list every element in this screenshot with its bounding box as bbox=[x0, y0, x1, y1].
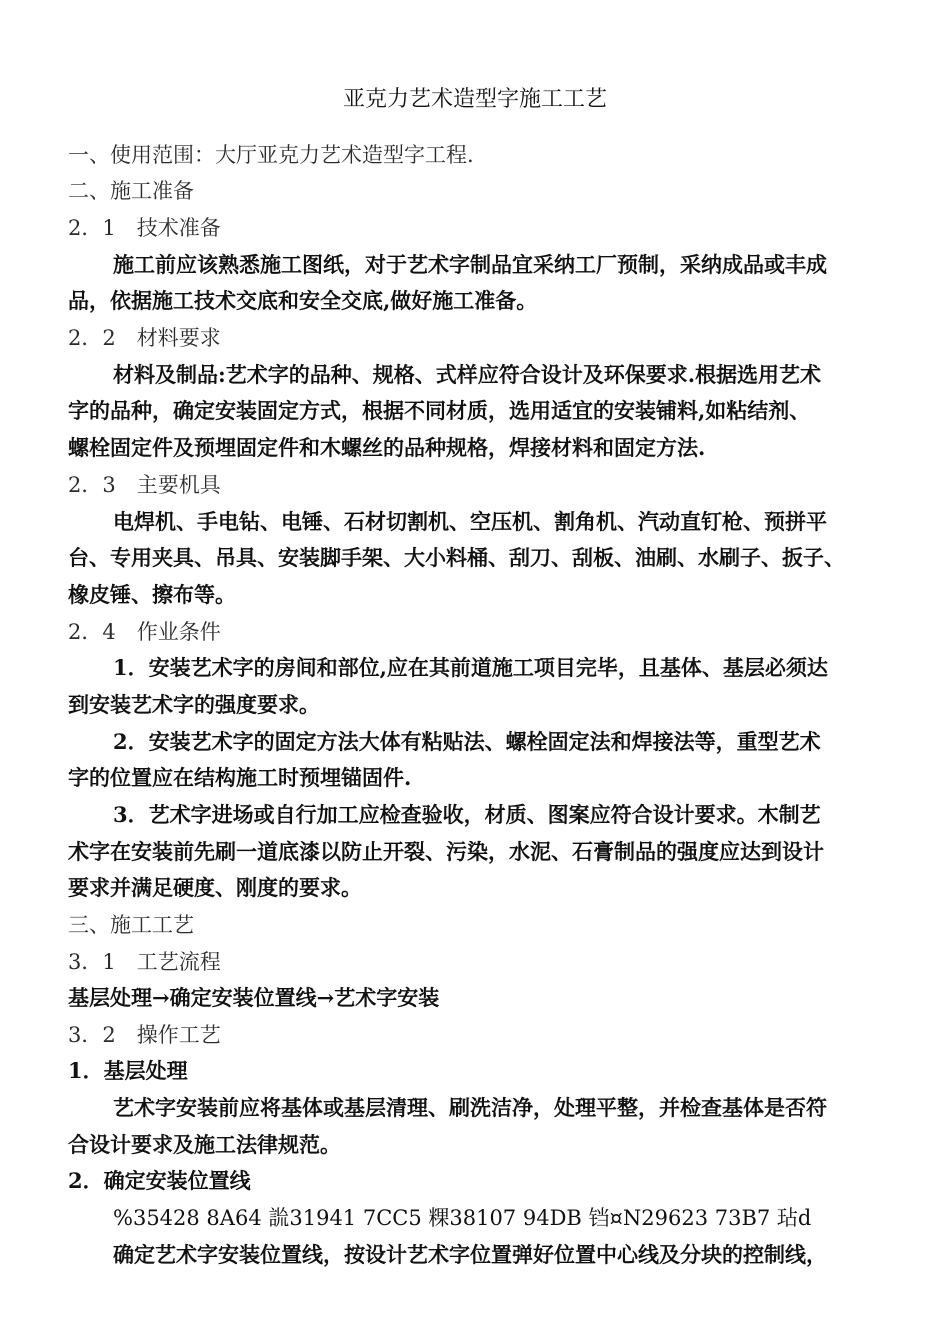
subsection-heading: 2．2 材料要求 bbox=[68, 326, 221, 350]
paragraph-line: 2．安装艺术字的固定方法大体有粘贴法、螺栓固定法和焊接法等，重型艺术 bbox=[113, 729, 821, 754]
paragraph-line: 材料及制品:艺术字的品种、规格、式样应符合设计及环保要求.根据选用艺术 bbox=[113, 362, 822, 387]
paragraph-line: 台、专用夹具、吊具、安装脚手架、大小料桶、刮刀、刮板、油刷、水刷子、扳子、 bbox=[68, 545, 845, 570]
paragraph-line: 合设计要求及施工法律规范。 bbox=[68, 1132, 341, 1157]
document-title: 亚克力艺术造型字施工工艺 bbox=[342, 87, 607, 112]
paragraph-line: 3．艺术字进场或自行加工应检查验收，材质、图案应符合设计要求。木制艺 bbox=[113, 802, 821, 827]
section-heading: 三、施工工艺 bbox=[68, 913, 194, 937]
paragraph-line: 字的位置应在结构施工时预埋锚固件. bbox=[68, 765, 412, 790]
subsection-heading: 3．2 操作工艺 bbox=[68, 1023, 221, 1047]
paragraph-line: 施工前应该熟悉施工图纸，对于艺术字制品宜采纳工厂预制，采纳成品或丰成 bbox=[113, 252, 827, 277]
section-heading: 二、施工准备 bbox=[68, 179, 194, 203]
subsection-heading: 2．4 作业条件 bbox=[68, 620, 221, 644]
paragraph-line: 艺术字安装前应将基体或基层清理、刷洗洁净，处理平整，并检查基体是否符 bbox=[113, 1095, 827, 1120]
section-heading: 一、使用范围：大厅亚克力艺术造型字工程. bbox=[68, 143, 474, 167]
paragraph-line: 要求并满足硬度、刚度的要求。 bbox=[68, 875, 362, 900]
paragraph-line: 术字在安装前先刷一道底漆以防止开裂、污染，水泥、石膏制品的强度应达到设计 bbox=[68, 839, 824, 864]
subsection-heading: 3．1 工艺流程 bbox=[68, 950, 221, 974]
paragraph-line: 1．安装艺术字的房间和部位,应在其前道施工项目完毕，且基体、基层必须达 bbox=[113, 655, 828, 680]
paragraph-line: 橡皮锤、擦布等。 bbox=[68, 582, 236, 607]
step-heading: 1．基层处理 bbox=[68, 1058, 188, 1083]
step-heading: 2．确定安装位置线 bbox=[68, 1168, 251, 1193]
subsection-heading: 2．3 主要机具 bbox=[68, 473, 221, 497]
process-flow-line: 基层处理→确定安装位置线→艺术字安装 bbox=[68, 985, 440, 1010]
paragraph-line: 电焊机、手电钻、电锤、石材切割机、空压机、割角机、汽动直钉枪、预拼平 bbox=[113, 509, 827, 534]
paragraph-line: 到安装艺术字的强度要求。 bbox=[68, 692, 320, 717]
paragraph-line: 字的品种，确定安装固定方式，根据不同材质，选用适宜的安装铺料,如粘结剂、 bbox=[68, 398, 811, 423]
paragraph-line: 品，依据施工技术交底和安全交底,做好施工准备。 bbox=[68, 288, 538, 313]
paragraph-line: 螺栓固定件及预埋固定件和木螺丝的品种规格，焊接材料和固定方法. bbox=[68, 435, 706, 460]
garbled-text-line: %35428 8A64 詤31941 7CC5 粿38107 94DB 铛¤N29623 73B7 玷d bbox=[113, 1206, 812, 1230]
paragraph-line: 确定艺术字安装位置线，按设计艺术字位置弹好位置中心线及分块的控制线， bbox=[113, 1242, 827, 1267]
subsection-heading: 2．1 技术准备 bbox=[68, 216, 221, 240]
